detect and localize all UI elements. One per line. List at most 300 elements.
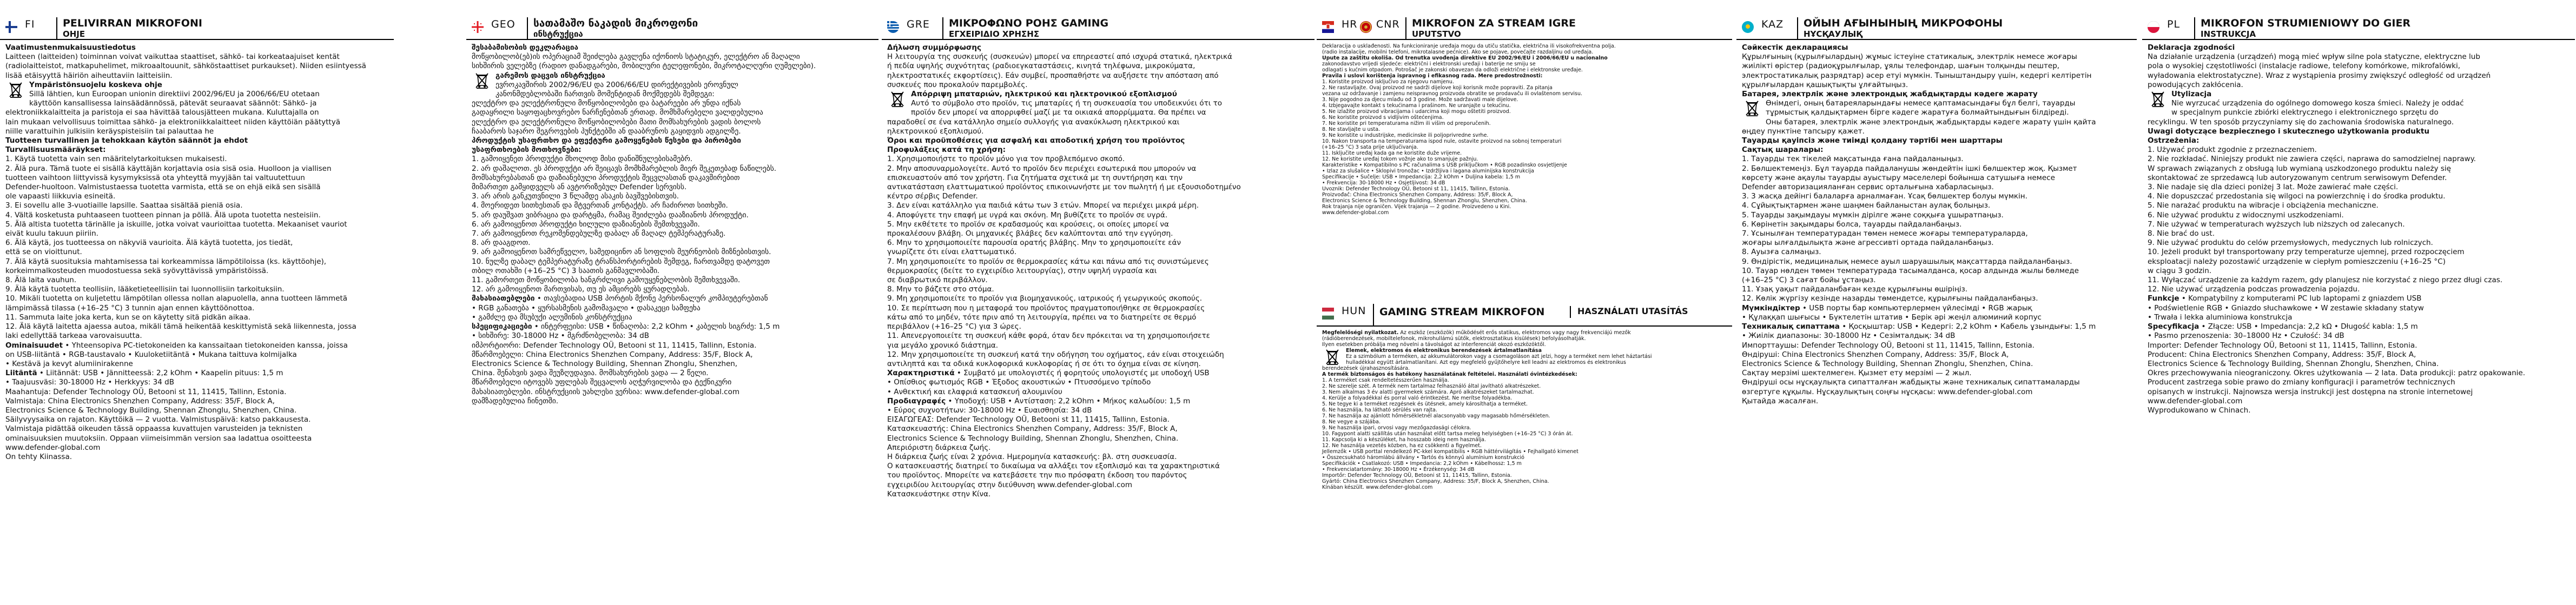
- manual-line: συσκευές που προκαλούν παρεμβολές.: [887, 80, 1028, 89]
- manual-line: korkeimmalkosteuden muodostuessa sekä syövyttävissä ympäristöissä.: [5, 266, 269, 275]
- manual-line: (+16–25 °C) 3 sata prije uključivanja.: [1322, 144, 1418, 150]
- language-code: FI: [25, 18, 35, 30]
- manual-line: өзгертуге құқылы. Нұсқаулықтың соңғы нұсқасы: www.defender-global.com: [1742, 387, 2033, 396]
- manual-line: Producent: China Electronics Shenzhen Company, Address: 35/F, Block A,: [2148, 350, 2416, 359]
- manual-line: ominaisuuksien muutoksiin. Oppaan viimeisimmän version saa ladattua osoitteesta: [5, 434, 312, 443]
- manual-line: Turvallisuusmääräykset:: [5, 145, 106, 155]
- header-divider: [942, 17, 943, 40]
- manual-line: Valmistaja: China Electronics Shenzhen Company, Address: 35/F, Block A,: [5, 396, 275, 405]
- manual-line: Importőr: Defender Technology OÜ, Betooni st 11, 11415, Tallinn, Estonia.: [1322, 473, 1512, 478]
- manual-line: China. შენახვის ვადა შეუზღუდავია. მომსახურების ვადა — 2 წელი.: [472, 369, 709, 378]
- manual-line: Προφυλάξεις κατά τη χρήση:: [887, 145, 1006, 155]
- manual-line: 2. Ne rastavljajte. Ovaj proizvod ne sadrži dijelove koji korisnik može popraviti. Za pitanja: [1322, 85, 1553, 91]
- hungary-flag-icon: [1322, 308, 1334, 320]
- manual-line: 8. Ne stavljajte u usta.: [1322, 127, 1381, 132]
- croatia-flag-icon: [1322, 21, 1334, 33]
- manual-line: Ostrzeżenia:: [2148, 136, 2199, 145]
- header-rule: [466, 39, 879, 40]
- section-subtitle: ΕΓΧΕΙΡΙΔΙΟ ΧΡΗΣΗΣ: [949, 29, 1040, 39]
- manual-line: 7. Nie używać w temperaturach wyższych lub niższych od zalecanych.: [2148, 220, 2405, 229]
- manual-line: 7. Ne koristite pri temperaturama nižim ili višim od preporučenih.: [1322, 121, 1491, 127]
- manual-line: on USB-liitäntä • RGB-taustavalo • Kuuloketiitäntä • Mukana taittuva kolmijalka: [5, 350, 297, 359]
- manual-line: για μεγάλο χρονικό διάστημα.: [887, 341, 999, 350]
- manual-line: 5. Μην εκθέτετε το προϊόν σε κραδασμούς και κρούσεις, οι οποίες μπορεί να: [887, 220, 1169, 229]
- manual-line: w ciągu 3 godzin.: [2148, 266, 2212, 275]
- manual-line: προκαλέσουν βλάβη. Οι μηχανικές βλάβες δεν καλύπτονται από την εγγύηση.: [887, 229, 1173, 238]
- manual-line: ელექტრო და ელექტრონული მოწყობილობები და ბატარეები არ უნდა იქნას: [472, 99, 741, 108]
- manual-line: laki edellyttää tarkeaa varovaisuutta.: [5, 331, 142, 341]
- section-header: [466, 16, 879, 38]
- manual-line: recyklingu. W ten sposób przyczyniamy się do zachowania środowiska naturalnego.: [2148, 117, 2454, 127]
- manual-line: käyttöön kansallisessa lainsäädännössä, pätevät seuraavat säännöt: Sähkö- ja: [29, 99, 317, 108]
- section-subtitle: НҰСҚАУЛЫҚ: [1804, 29, 1862, 39]
- manual-line: θερμοκρασίες (δείτε το εγχειρίδιο λειτουργίας), στην υψηλή υγρασία και: [887, 266, 1157, 275]
- header-divider: [2194, 17, 2195, 40]
- section-subtitle: INSTRUKCJA: [2201, 29, 2256, 39]
- manual-line: 7. არ გამოიყენოთ რეკომენდებულზე დაბალ ან მაღალ ტემპერატურაზე.: [472, 229, 726, 238]
- manual-line: 7. Älä käytä suosituksia mahtamisessa tai korkeammissa lämpötiloissa (ks. käyttöohje),: [5, 257, 327, 266]
- weee-bin-icon: [2151, 91, 2168, 107]
- manual-line: 5. არ დაუშვათ ვიბრაცია და დარტყმა, რამაც შეიძლება დააზიანოს პროდუქტი.: [472, 210, 749, 220]
- manual-line: • Podświetlenie RGB • Gniazdo słuchawkowe • W zestawie składany statyw: [2148, 303, 2424, 313]
- manual-line: vezana uz održavanje i zamjenu neispravnog proizvoda obratite se prodavaču ili ovlaštenom servisu.: [1322, 91, 1582, 97]
- header-divider: [56, 17, 57, 40]
- manual-line: w specjalnym punkcie zbiórki elektrycznego i elektronicznego sprzętu do: [2171, 108, 2439, 117]
- manual-line: 6. Älä käytä, jos tuotteessa on näkyviä vaurioita. Älä käytä tuotetta, jos tiedät,: [5, 238, 293, 248]
- manual-line: • Жиілік диапазоны: 30-18000 Hz • Сезімталдық: 34 dB: [1742, 331, 1956, 341]
- manual-line: Тауарды қауіпсіз және тиімді қолдану тәртібі мен шарттары: [1742, 136, 2003, 145]
- manual-line: 9. Älä käytä tuotetta teollisiin, lääketieteellisiin tai luonnollisiin tarkoituksiin.: [5, 285, 285, 294]
- manual-line: Defender-huoltoon. Valmistustaessa tuotetta varmista, että se on ehjä eikä sen sisällä: [5, 183, 321, 192]
- manual-line: • Οπίσθιος φωτισμός RGB • Έξοδος ακουστικών • Πτυσσόμενο τρίποδο: [887, 378, 1151, 387]
- manual-line: lisää etäisyyttä häiriön aiheuttaviin laitteisiin.: [5, 71, 173, 80]
- manual-line: (rádióberendezések, mobiltelefonok, mikrohullámú sütők, elektrosztatikus kisülések) befolyásolhatják.: [1322, 336, 1586, 342]
- manual-line: 4. Izbjegavajte kontakt s tekućinama i prašinom. Ne uranjajte u tekućinu.: [1322, 103, 1511, 109]
- weee-bin-icon: [1325, 349, 1343, 365]
- manual-line: Deklaracja zgodności: [2148, 43, 2235, 52]
- manual-line: 11. Wyłączać urządzenie za każdym razem, gdy planujesz nie korzystać z niego przez długi czas.: [2148, 276, 2503, 285]
- manual-line: 4. Kerülje a folyadékkal és porral való érintkezést. Ne merítse folyadékba.: [1322, 395, 1512, 401]
- section-header: [1317, 16, 1732, 38]
- manual-line: Producent zastrzega sobie prawo do zmiany konfiguracji i parametrów technicznych: [2148, 378, 2455, 387]
- manual-line: Utylizacja: [2171, 90, 2212, 99]
- header-divider: [1373, 304, 1374, 327]
- manual-line: 3. 3 жасқа дейінгі балаларға арналмаған. Ұсақ бөлшектер болуы мүмкін.: [1742, 192, 2027, 201]
- weee-bin-icon: [475, 72, 492, 89]
- manual-line: 1. Koristite proizvod isključivo za njegovu namjenu.: [1322, 79, 1454, 85]
- manual-line: Өндіруші: China Electronics Shenzhen Company, Address: 35/F, Block A,: [1742, 350, 2009, 359]
- manual-line: 3. არ არის განკუთვნილი 3 წლამდე ასაკის ბავშვებისთვის.: [472, 192, 679, 201]
- manual-line: მწარმოებელი იტოვებს უფლებას შეცვალოს აღჭურვილობა და ტექნიკური: [472, 378, 732, 387]
- manual-line: 1. Käytä tuotetta vain sen määritelytarkoituksen mukaisesti.: [5, 155, 227, 164]
- weee-bin-icon: [9, 82, 26, 98]
- manual-line: 2. Nie rozkładać. Niniejszy produkt nie zawiera części, naprawa do samodzielnej naprawy.: [2148, 155, 2476, 164]
- manual-line: Electronics Science & Technology Building, Shennan Zhonglu, Shenzhen, China.: [1322, 198, 1527, 204]
- header-rule: [1317, 39, 1732, 40]
- header-rule: [0, 39, 394, 40]
- manual-line: გარემოს დაცვის ინსტრუქცია: [496, 71, 605, 80]
- georgia-flag-icon: [472, 21, 484, 33]
- manual-line: αντικατάσταση ελαττωματικού προϊόντος επικοινωνήστε με τον πωλητή ή με εξουσιοδοτημένο: [887, 183, 1241, 192]
- manual-text: [472, 43, 875, 605]
- manual-line: 3. Nie nadaje się dla dzieci poniżej 3 lat. Może zawierać małe części.: [2148, 183, 2399, 192]
- manual-line: wyładowania elektrostatyczne). Wraz z wystąpienia prosimy zwiększyć odległość od urządzeń: [2148, 71, 2491, 80]
- manual-text-hun: [1322, 330, 1729, 605]
- greece-flag-icon: [887, 21, 899, 33]
- manual-line: Техникалық сипаттама • Қосқыштар: USB • Кедергі: 2,2 kOhm • Кабель ұзындығы: 1,5 m: [1742, 322, 2096, 331]
- manual-line: Сақтық шаралары:: [1742, 145, 1824, 155]
- manual-line: Megfelelőségi nyilatkozat. Az eszköz (eszközök) működését erős statikus, elektromos vagy nagy frekvenciájú mezők: [1322, 330, 1631, 336]
- manual-line: eksploatacji należy pozostawić urządzenie w ciepłym pomieszczeniu (+16–25 °C): [2148, 257, 2446, 266]
- manual-line: Προδιαγραφές • Υποδοχή: USB • Αντίσταση: 2,2 kOhm • Μήκος καλωδίου: 1,5 m: [887, 396, 1191, 405]
- manual-line: მწარმოებელი: China Electronics Shenzhen Company, Address: 35/F, Block A,: [472, 350, 753, 359]
- manual-text: [887, 43, 1311, 605]
- manual-line: Η διάρκεια ζωής είναι 2 χρόνια. Ημερομηνία κατασκευής: βλ. στη συσκευασία.: [887, 452, 1177, 461]
- manual-line: უსაფრთხოების მოთხოვნები:: [472, 145, 582, 155]
- manual-line: 6. Ne koristite proizvod s vidljivim oštećenjima.: [1322, 115, 1444, 121]
- manual-line: 6. Μην το χρησιμοποιείτε παρουσία ορατής βλάβης. Μην το χρησιμοποιείτε εάν: [887, 238, 1181, 248]
- manual-line: жоғары ылғалдылықта және агрессивті ортада пайдаланбаңыз.: [1742, 238, 1994, 248]
- manual-line: Electronics Science & Technology Building, Shennan Zhonglu, Shenzhen, China.: [5, 405, 297, 415]
- manual-line: • Frekvencija: 30-18000 Hz • Osjetljivost: 34 dB: [1322, 180, 1445, 186]
- manual-line: (radio instalacije, mobilni telefoni, mikrotalasne pećnice). Ako se pojave, povećajte razdaljinu od uređaja.: [1322, 49, 1594, 55]
- manual-line: Өндіруші осы нұсқаулықта сипатталған жабдықты және техникалық сипаттамаларды: [1742, 378, 2080, 387]
- header-divider: [1797, 17, 1798, 40]
- manual-line: 8. არ დააგდოთ.: [472, 238, 531, 248]
- manual-line: 11. Ұзақ уақыт пайдаланбаған кезде құрылғыны өшіріңіз.: [1742, 285, 1968, 294]
- manual-line: • Құлаққап шығысы • Бүктелетін штатив • Берік әрі жеңіл алюминий корпус: [1742, 313, 2042, 322]
- manual-line: 12. Ne koristite uređaj tokom vožnje ako to smanjuje pažnju.: [1322, 156, 1478, 162]
- manual-line: Απεριόριστη διάρκεια ζωής.: [887, 443, 991, 452]
- manual-line: Elemek, elektromos és elektronikus berendezések ártalmatlanítása: [1346, 348, 1542, 354]
- manual-line: 1. Używać produkt zgodnie z przeznaczeniem.: [2148, 145, 2317, 155]
- manual-line: პროდუქტის უსაფრთხო და ეფექტური გამოყენების წესები და პირობები: [472, 136, 741, 145]
- manual-line: 8. Ауызға салмаңыз.: [1742, 248, 1821, 257]
- manual-line: 2. Älä pura. Tämä tuote ei sisällä käyttäjän korjattavia osia sisä osia. Huolloon ja viallisen: [5, 164, 332, 173]
- manual-line: Defender авторизацияланған сервис орталығына хабарласыңыз.: [1742, 183, 1994, 192]
- manual-line: Pravila i uslovi korištenja ispravnog i efikasnog rada. Mere predostrožnosti:: [1322, 73, 1543, 79]
- manual-line: მოწყობილობ(ებ)ის ოპერაციამ შეიძლება გავლენა იქონიოს სტატიკურ, ელექტრო ან მაღალი: [472, 52, 800, 62]
- manual-line: 11. Isključite uređaj kada ga ne koristite duže vrijeme.: [1322, 150, 1462, 156]
- manual-line: Κατασκευάστηκε στην Κίνα.: [887, 489, 991, 498]
- manual-line: επισκευαστούν από τον χρήστη. Για ζητήματα σχετικά με τη συντήρηση και την: [887, 173, 1183, 182]
- manual-line: 6. Ne használja, ha látható sérülés van rajta.: [1322, 407, 1437, 413]
- manual-line: Tuotteen turvallinen ja tehokkaan käytön säännöt ja ehdot: [5, 136, 248, 145]
- manual-line: Rok trajanja nije ograničen. Vijek trajanja — 2 godine. Proizvedeno u Kini.: [1322, 204, 1511, 210]
- manual-line: Оны батарея, электрлік және электрондық жабдықтарды кәдеге жарату үшін қайта: [1766, 117, 2096, 127]
- manual-text: [1742, 43, 2134, 605]
- manual-line: Upute za zaštitu okoliša. Od trenutka uvođenja direktive EU 2002/96/EU i 2006/66/EU u nacionalno: [1322, 55, 1608, 61]
- manual-line: მახასიათებლები. ინსტრუქციის უახლესი ვერსია: www.defender-global.com: [472, 387, 739, 396]
- manual-line: Мүмкіндіктер • USB порты бар компьютерлермен үйлесімді • RGB жарық: [1742, 303, 2032, 313]
- manual-line: 12. Älä käytä laitetta ajaessa autoa, mikäli tämä heikentää keskittymistä sekä liikennesta, jossa: [5, 322, 356, 331]
- manual-line: Valmistaja pidättää oikeuden tässä oppaassa kuvattujen varusteiden ja teknisten: [5, 424, 303, 434]
- manual-line: Funkcje • Kompatybilny z komputerami PC lub laptopami z gniazdem USB: [2148, 294, 2422, 303]
- manual-line: 9. Ne koristite u industrijske, medicinske ili poljoprivredne svrhe.: [1322, 132, 1489, 138]
- manual-line: εγχειριδίου λειτουργίας στην διεύθυνση www.defender-global.com: [887, 480, 1132, 489]
- manual-line: Uwagi dotyczące bezpiecznego i skutecznego użytkowania produktu: [2148, 127, 2429, 136]
- manual-line: Okres przechowywania nieograniczony. Okres użytkowania — 2 lata. Data produkcji: patrz opakowanie.: [2148, 369, 2526, 378]
- manual-line: 9. Ne használja ipari, orvosi vagy mezőgazdasági célokra.: [1322, 425, 1471, 431]
- manual-section-pl: [2142, 0, 2575, 605]
- manual-line: მიმართეთ გამყიდველს ან ავტორიზებულ Defender სერვისს.: [472, 183, 687, 192]
- weee-bin-icon: [890, 91, 908, 107]
- manual-line: გადაყრილი საყოფაცხოვრებო ნარჩენებთან ერთად. მომხმარებელი ვალდებულია: [472, 108, 763, 117]
- manual-line: ole vapaasti liikkuvia esineitä.: [5, 192, 116, 201]
- manual-line: κάτω από το μηδέν, τότε πριν από τη λειτουργία, πρέπει να το διατηρείτε σε θερμό: [887, 313, 1197, 322]
- manual-line: ΕΙΣΑΓΩΓΕΑΣ: Defender Technology OÜ, Betooni st 11, 11415, Tallinn, Estonia.: [887, 415, 1170, 424]
- manual-text: [5, 43, 391, 605]
- manual-line: 8. Älä laita vauhun.: [5, 276, 77, 285]
- manual-line: 3. Ei sovellu alle 3-vuotiaille lapsille. Saattaa sisältää pieniä osia.: [5, 201, 243, 210]
- manual-section-hr-cnr-hun: [1317, 0, 1732, 605]
- manual-line: Κατασκευαστής: China Electronics Shenzhen Company, Address: 35/F, Block A,: [887, 424, 1178, 434]
- manual-line: Ympäristönsuojelu koskeva ohje: [29, 80, 162, 89]
- manual-line: დამზადებულია ჩინეთში.: [472, 396, 559, 405]
- manual-line: Karakteristike • Kompatibilno s PC računalima s USB priključkom • RGB pozadinsko osvjetljenje: [1322, 162, 1567, 168]
- manual-line: Vaatimustenmukaisuustiedotus: [5, 43, 136, 52]
- manual-line: skontaktować ze sprzedawcą lub autoryzowanym centrum serwisowym Defender.: [2148, 173, 2447, 182]
- manual-line: αντιληπτά και τα οδικά κυκλοφορικά κυκλοφορίας ή σε ότι το όχημα είναι σε κίνηση.: [887, 359, 1201, 368]
- manual-line: • Pasmo przenoszenia: 30–18000 Hz • Czułość: 34 dB: [2148, 331, 2344, 341]
- manual-line: • Εύρος συχνοτήτων: 30-18000 Hz • Ευαισθησία: 34 dB: [887, 405, 1092, 415]
- manual-line: 6. არ გამოიყენოთ პროდუქტი ხილული დაზიანების შემთხვევაში.: [472, 220, 700, 229]
- manual-line: жиілікті өрістер (радиоқұрылғылар, ұялы телефондар, шағын толқынды пештер,: [1742, 62, 2060, 71]
- weee-bin-icon: [1745, 100, 1762, 116]
- manual-line: 9. Μη χρησιμοποιείτε το προϊόν για βιομηχανικούς, ιατρικούς ή γεωργικούς σκοπούς.: [887, 294, 1203, 303]
- manual-line: (+16–25 °C) 3 сағат бойы ұстаңыз.: [1742, 276, 1876, 285]
- manual-line: niille varattuihin julkisiin keräyspisteisiin tai palauttaa he: [5, 127, 214, 136]
- manual-line: Импорттаушы: Defender Technology OÜ, Betooni st 11, 11415, Tallinn, Estonia.: [1742, 341, 2035, 350]
- manual-line: იმპორტიორი: Defender Technology OÜ, Betooni st 11, 11415, Tallinn, Estonia.: [472, 341, 757, 350]
- manual-line: 5. Älä altista tuotetta tärinälle ja iskuille, jotka voivat vaurioittaa tuotetta. Mekaaniset vauriot: [5, 220, 347, 229]
- manual-line: Wyprodukowano w Chinach.: [2148, 405, 2251, 415]
- section-subtitle: UPUTSTVO: [1412, 29, 1461, 39]
- manual-line: 4. Сұйықтықтармен және шаңмен байланыстан аулақ болыңыз.: [1742, 201, 1991, 210]
- manual-line: tuotteen vaihtoon liittyvissä kysymyksissä ota yhteyttä myyjään tai valtuutettuun: [5, 173, 305, 182]
- manual-line: 1. A terméket csak rendeltetésszerűen használja.: [1322, 377, 1449, 383]
- manual-line: Electronics Science & Technology Building, Shennan Zhonglu, Shenzhen,: [472, 359, 738, 368]
- manual-line: მახასიათებლები • თავსებადია USB პორტის მქონე პერსონალურ კომპიუტერებთან: [472, 294, 768, 303]
- manual-line: 11. Sammuta laite joka kerta, kun se on käytetty sitä pidkän aikaa.: [5, 313, 251, 322]
- manual-line: Liitäntä • Liitännät: USB • Jännitteessä: 2,2 kOhm • Kaapelin pituus: 1,5 m: [5, 369, 283, 378]
- manual-line: 10. Fagypont alatti szállítás után használat előtt tartsa meleg helyiségben (+16–25 °C) 3 órán át.: [1322, 431, 1573, 437]
- manual-line: Ominaisuudet • Yhteensopiva PC-tietokoneiden ka kanssaitaan tietokoneiden kanssa, joissa: [5, 341, 348, 350]
- manual-line: 7. Ne használja az ajánlott hőmérsékletnél alacsonyabb vagy magasabb hőmérsékleten.: [1322, 413, 1550, 419]
- manual-line: 10. Jeżeli produkt był transportowany przy temperaturze ujemnej, przed rozpoczęciem: [2148, 248, 2465, 257]
- manual-line: ηλεκτρονικού εξοπλισμού.: [887, 127, 984, 136]
- manual-line: Electronics Science & Technology Building, Shennan Zhonglu, Shenzhen, China.: [1742, 359, 2033, 368]
- manual-line: Nie wyrzucać urządzenia do ogólnego domowego kosza śmieci. Należy je oddać: [2171, 99, 2464, 108]
- manual-line: 5. Тауарды зақымдауы мүмкін дірілге және соққыға ұшыратпаңыз.: [1742, 210, 2004, 220]
- manual-line: 2. არ დაშალოთ. ეს პროდუქტი არ შეიცავს მომხმარებლის მიერ შეკეთებად ნაწილებს.: [472, 164, 777, 173]
- manual-line: Αυτό το σύμβολο στο προϊόν, τις μπαταρίες ή τη συσκευασία του υποδεικνύει ότι το: [911, 99, 1223, 108]
- manual-line: Proizvođač: China Electronics Shenzhen Company, Address: 35/F, Block A,: [1322, 192, 1513, 198]
- manual-section-kaz: [1736, 0, 2137, 605]
- manual-line: γνωρίζετε ότι είναι ελαττωματικό.: [887, 248, 1017, 257]
- manual-section-gre: [882, 0, 1315, 605]
- manual-line: 4. Αποφύγετε την επαφή με υγρά και σκόνη. Μη βυθίζετε το προϊόν σε υγρά.: [887, 210, 1168, 220]
- manual-line: 4. მოერიდეთ სითხესთან და მტვერთან კონტაქტს. არ ჩაძიროთ სითხეში.: [472, 201, 728, 210]
- manual-line: 9. Өндірістік, медициналық немесе ауыл шаруашылық мақсаттарда пайдаланбаңыз.: [1742, 257, 2072, 266]
- header-rule: [882, 39, 1315, 40]
- section-header: [882, 16, 1315, 38]
- manual-line: ევროკავშირის 2002/96/EU და 2006/66/EU დირექტივების ეროვნულ: [496, 80, 738, 89]
- section-subtitle: OHJE: [63, 29, 85, 39]
- manual-line: Deklaracija o usklađenosti. Na funkcioniranje uređaja mogu da utiču statička, električna ili visokofrekventna polja.: [1322, 43, 1616, 49]
- section-title: MIKROFON STRUMIENIOWY DO GIER: [2201, 17, 2411, 29]
- manual-line: электростатикалық разрядтар) әсер етуі мүмкін. Тыныштандыру үшін, кедергі келтіретін: [1742, 71, 2092, 80]
- manual-line: Құрылғының (құрылғылардың) жұмыс істеуіне статикалық, электрлік немесе жоғары: [1742, 52, 2077, 62]
- manual-line: 11. Kapcsolja ki a készüléket, ha hosszabb ideig nem használja.: [1322, 437, 1486, 443]
- manual-text: [2148, 43, 2572, 605]
- section-header-hun: [1317, 303, 1732, 324]
- manual-line: Electronics Science & Technology Building, Shennan Zhonglu, Shenzhen, China.: [887, 434, 1179, 443]
- manual-line: että se on vioittunut.: [5, 248, 82, 257]
- manual-line: 2. Μην αποσυναρμολογείτε. Αυτό το προϊόν δεν περιέχει εσωτερικά που μπορούν να: [887, 164, 1197, 173]
- manual-line: ηλεκτροστατικές εκφορτίσεις). Εάν συμβεί, προσπαθήστε να αυξήσετε την απόσταση από: [887, 71, 1219, 80]
- manual-line: Χαρακτηριστικά • Συμβατό με υπολογιστές ή φορητούς υπολογιστές με υποδοχή USB: [887, 369, 1210, 378]
- language-code: HR: [1342, 18, 1358, 30]
- section-title: ΜΙΚΡΟΦΩΝΟ ΡΟΗΣ GAMING: [949, 17, 1109, 29]
- manual-line: 2. Бөлшектемеңіз. Бұл тауарда пайдаланушы жөндейтін ішкі бөлшектер жоқ. Қызмет: [1742, 164, 2077, 173]
- manual-line: 12. Μην χρησιμοποιείτε τη συσκευή κατά την οδήγηση του οχήματος, εάν είναι στοιχειώδη: [887, 350, 1224, 359]
- manual-line: თბილ ოთახში (+16–25 °C) 3 საათის განმავლობაში.: [472, 266, 660, 275]
- manual-line: pola o wysokiej częstotliwości (instalacje radiowe, telefony komórkowe, mikrofalówki,: [2148, 62, 2460, 71]
- manual-line: hulladékkal együtt ártalmatlanítani. Azt egy megfelelő gyűjtőhelyre kell leadni az elektromos és elektronikus: [1346, 360, 1626, 365]
- manual-line: 8. Ne vegye a szájába.: [1322, 419, 1381, 425]
- manual-line: 10. Тауар нөлден төмен температурада тасымалданса, қосар алдында жылы бөлмеде: [1742, 266, 2079, 275]
- manual-line: 11. გამორთეთ მოწყობილობა ხანგრძლივი გამოუყენებლობის შემთხვევაში.: [472, 276, 741, 285]
- section-subtitle: HASZNÁLATI UTASÍTÁS: [1577, 306, 1688, 316]
- manual-line: 6. Nie używać produktu z widocznymi uszkodzeniami.: [2148, 210, 2344, 220]
- language-code: PL: [2167, 18, 2181, 30]
- manual-line: 9. არ გამოიყენოთ სამრეწველო, სამედიცინო ან სოფლის მეურნეობის მიზნებისთვის.: [472, 248, 771, 257]
- manual-line: παραδοθεί σε ένα κατάλληλο σημείο συλλογής για ανακύκλωση ηλεκτρικού και: [887, 117, 1180, 127]
- header-divider: [1405, 17, 1406, 40]
- manual-line: 10. Nakon transporta na temperaturama ispod nule, ostavite proizvod na sobnoj temperaturi: [1322, 138, 1562, 144]
- manual-line: სპეციფიკაციები • ინტერფეისი: USB • წინაღობა: 2,2 kOhm • კაბელის სიგრძე: 1,5 m: [472, 322, 780, 331]
- manual-line: Батарея, электрлік және электрондық жабдықтарды кәдеге жарату: [1742, 90, 2038, 99]
- manual-line: On tehty Kiinassa.: [5, 452, 72, 461]
- manual-line: Өнімдегі, оның батареяларындағы немесе қаптамасындағы бұл белгі, тауарды: [1766, 99, 2076, 108]
- manual-line: Maahantuja: Defender Technology OÜ, Betooni st 11, 11415, Tallinn, Estonia.: [5, 387, 287, 396]
- manual-line: 12. არ გამოიყენოთ მართვისას, თუ ეს ამცირებს ყურადღებას.: [472, 285, 690, 294]
- header-rule: [1736, 39, 2137, 40]
- language-code: GRE: [907, 18, 930, 30]
- manual-line: 4. Vältä kosketusta puhtaaseen tuotteen pinnan ja pöllä. Älä upota tuotetta nesteisiin.: [5, 210, 321, 220]
- manual-line: კანონმდებლობაში ჩართვის მომენტიდან მოქმედებს შემდეგი:: [496, 90, 715, 99]
- manual-line: Қытайда жасалған.: [1742, 396, 1819, 405]
- manual-line: • Frekvenciatartomány: 30-18000 Hz • Érzékenység: 34 dB: [1322, 467, 1475, 473]
- manual-line: 4. Nie dopuszczać przedostania się wilgoci na powierzchnię i do środka produktu.: [2148, 192, 2446, 201]
- manual-line: 12. Ne használja vezetés közben, ha ez csökkenti a figyelmet.: [1322, 443, 1482, 449]
- manual-line: Specifikacije • Sučelje: USB • Impedancija: 2,2 kOhm • Duljina kabela: 1,5 m: [1322, 174, 1521, 180]
- manual-line: zakonodavstvo vrijedi sljedeće: električni i elektronski uređaji i baterije ne smiju se: [1322, 61, 1536, 67]
- manual-line: 5. Ne izlažite proizvod vibracijama i udarcima koji mogu oštetiti proizvod.: [1322, 109, 1511, 115]
- manual-line: Electronics Science & Technology Building, Shennan Zhonglu, Shenzhen, China.: [2148, 359, 2439, 368]
- language-code: KAZ: [1761, 18, 1784, 30]
- manual-line: www.defender-global.com: [2148, 396, 2243, 405]
- manual-line: ელექტრო და ელექტრონული მოწყობილობები მათი მომსახურების ვადის ბოლოს: [472, 117, 761, 127]
- manual-line: odlagati s kućnim otpadom. Potrošač je zakonski obavezan da odloži električne i elektronske uređaje.: [1322, 67, 1583, 73]
- manual-line: elektroniikkalaitteita ja paristoja ei saa hävittää talousjätteen mukana. Kuluttajalla on: [5, 108, 319, 117]
- manual-line: 5. Nie narażać produktu na wibracje i obciążenia mechaniczne.: [2148, 201, 2379, 210]
- manual-line: Kínában készült. www.defender-global.com: [1322, 484, 1433, 490]
- manual-line: 9. Nie używać produktu do celów przemysłowych, medycznych lub rolniczych.: [2148, 238, 2433, 248]
- manual-line: κέντρο σέρβις Defender.: [887, 192, 978, 201]
- manual-line: • RGB განათება • ყურსასმენის გამომავალი • დასაკეცი სამფეხა: [472, 303, 701, 313]
- manual-line: 1. გამოიყენეთ პროდუქტი მხოლოდ მისი დანიშნულებისამებრ.: [472, 155, 693, 164]
- manual-line: Säilyvyysaika on rajaton. Käyttöikä — 2 vuotta. Valmistuspäivä: katso pakkausesta.: [5, 415, 311, 424]
- manual-line: περιβάλλον (+16–25 °C) για 3 ώρες.: [887, 322, 1021, 331]
- manual-line: Сақтау мерзімі шектелмеген. Қызмет ету мерзімі — 2 жыл.: [1742, 369, 1972, 378]
- manual-line: ή πεδία υψηλής συχνότητας (ραδιοεγκαταστάσεις, κινητά τηλέφωνα, μικροκύματα,: [887, 62, 1195, 71]
- manual-line: тұрмыстық қалдықтармен бірге кәдеге жаратуға болмайтындығын білдіреді.: [1766, 108, 2069, 117]
- manual-line: • გამძლე და მსუბუქი ალუმინის კონსტრუქცია: [472, 313, 632, 322]
- section-title: GAMING STREAM MIKROFON: [1379, 306, 1545, 318]
- manual-line: 6. Көрінетін зақымдары болса, тауарды пайдаланбаңыз.: [1742, 220, 1962, 229]
- manual-line: 12. Nie używać urządzenia podczas prowadzenia pojazdu.: [2148, 285, 2360, 294]
- manual-line: 12. Көлік жүргізу кезінде назарды төмендетсе, құрылғыны пайдаланбаңыз.: [1742, 294, 2038, 303]
- section-subtitle: ინსტრუქცია: [533, 29, 583, 39]
- montenegro-flag-icon: [1360, 21, 1372, 33]
- manual-line: προϊόν δεν μπορεί να απορριφθεί μαζί με τα οικιακά απορρίμματα. Θα πρέπει να: [911, 108, 1206, 117]
- manual-line: Ez a szimbólum a terméken, az akkumulátorokon vagy a csomagoláson azt jelzi, hogy a terméket nem lehet háztartási: [1346, 354, 1652, 360]
- manual-line: Specyfikacja • Złącze: USB • Impedancja: 2,2 kΩ • Długość kabla: 1,5 m: [2148, 322, 2418, 331]
- manual-line: 8. Nie brać do ust.: [2148, 229, 2215, 238]
- kazakhstan-flag-icon: [1742, 21, 1754, 33]
- manual-line: Όροι και προϋποθέσεις για ασφαλή και αποδοτική χρήση του προϊόντος: [887, 136, 1185, 145]
- manual-line: • Izlaz za slušalice • Sklopivi tronožac • Izdržljiva i lagana aluminijska konstrukcija: [1322, 168, 1534, 174]
- manual-line: Δήλωση συμμόρφωσης: [887, 43, 982, 52]
- manual-line: A termék biztonságos és hatékony használatának feltételei. Használati óvintézkedések:: [1322, 371, 1577, 377]
- manual-line: • სიხშირე: 30-18000 Hz • მგრძნობელობა: 34 dB: [472, 331, 650, 341]
- manual-line: 1. Тауарды тек тікелей мақсатында ғана пайдаланыңыз.: [1742, 155, 1964, 164]
- manual-line: Jellemzők • USB porttal rendelkező PC-kkel kompatibilis • RGB háttérvilágítás • Fejhallgató kimenet: [1322, 449, 1578, 455]
- manual-line: • Kestävä ja kevyt alumiinirakenne: [5, 359, 133, 368]
- manual-line: W sprawach związanych z obsługą lub wymianą uszkodzonego produktu należy się: [2148, 164, 2451, 173]
- manual-line: www.defender-global.com: [5, 443, 101, 452]
- finland-flag-icon: [5, 21, 17, 33]
- manual-line: 3. Nije pogodno za djecu mlađu od 3 godine. Može sadržavati male dijelove.: [1322, 97, 1518, 103]
- manual-line: (radiolaitteistot, matkapuhelimet, mikroaaltouunit, sähköstaattiset purkaukset). Niiden esiintyessä: [5, 62, 366, 71]
- manual-line: 7. Μη χρησιμοποιείτε το προϊόν σε θερμοκρασίες κάτω και πάνω από τις συνιστώμενες: [887, 257, 1209, 266]
- section-title: MIKROFON ZA STREAM IGRE: [1412, 17, 1576, 29]
- manual-section-geo: [466, 0, 879, 605]
- manual-line: 11. Απενεργοποιείτε τη συσκευή κάθε φορά, όταν δεν πρόκειται να τη χρησιμοποιήσετε: [887, 331, 1210, 341]
- manual-line: 3. Nem alkalmas 3 év alatti gyermekek számára. Apró alkatrészeket tartalmazhat.: [1322, 389, 1534, 395]
- manual-line: www.defender-global.com: [1322, 210, 1389, 216]
- poland-flag-icon: [2148, 21, 2159, 33]
- manual-line: 8. Μην το βάζετε στο στόμα.: [887, 285, 994, 294]
- manual-line: 7. Ұсынылған температурадан төмен немесе жоғары температураларда,: [1742, 229, 2028, 238]
- manual-line: Uvoznik: Defender Technology OÜ, Betooni st 11, 11415, Tallinn, Estonia.: [1322, 186, 1510, 192]
- manual-line: Ο κατασκευαστής διατηρεί το δικαίωμα να αλλάξει τον εξοπλισμό και τα χαρακτηριστικά: [887, 462, 1220, 471]
- manual-line: σε διαβρωτικό περιβάλλον.: [887, 276, 988, 285]
- manual-line: • Összecsukható háromlábú állvány • Tartós és könnyű alumínium konstrukció: [1322, 455, 1524, 461]
- manual-line: Gyártó: China Electronics Shenzhen Company, Address: 35/F, Block A, Shenzhen, China.: [1322, 478, 1549, 484]
- header-divider: [1570, 306, 1571, 318]
- language-code: HUN: [1342, 305, 1366, 317]
- manual-line: lain mukaan velvollisuus toimittaa sähkö- ja elektroniikkalaitteet niiden käyttöiän päätyttyä: [5, 117, 340, 127]
- manual-line: 3. Δεν είναι κατάλληλο για παιδιά κάτω των 3 ετών. Μπορεί να περιέχει μικρά μέρη.: [887, 201, 1199, 210]
- manual-line: powodujących zakłócenia.: [2148, 80, 2243, 89]
- manual-line: көрсету және ақаулы тауарды ауыстыру мәселелері бойынша сатушыға немесе: [1742, 173, 2055, 182]
- manual-line: 10. Σε περίπτωση που η μεταφορά του προϊόντος πραγματοποιήθηκε σε θερμοκρασίες: [887, 303, 1205, 313]
- section-title: ОЙЫН АҒЫНЫНЫҢ МИКРОФОНЫ: [1804, 17, 2003, 29]
- section-header: [2142, 16, 2575, 38]
